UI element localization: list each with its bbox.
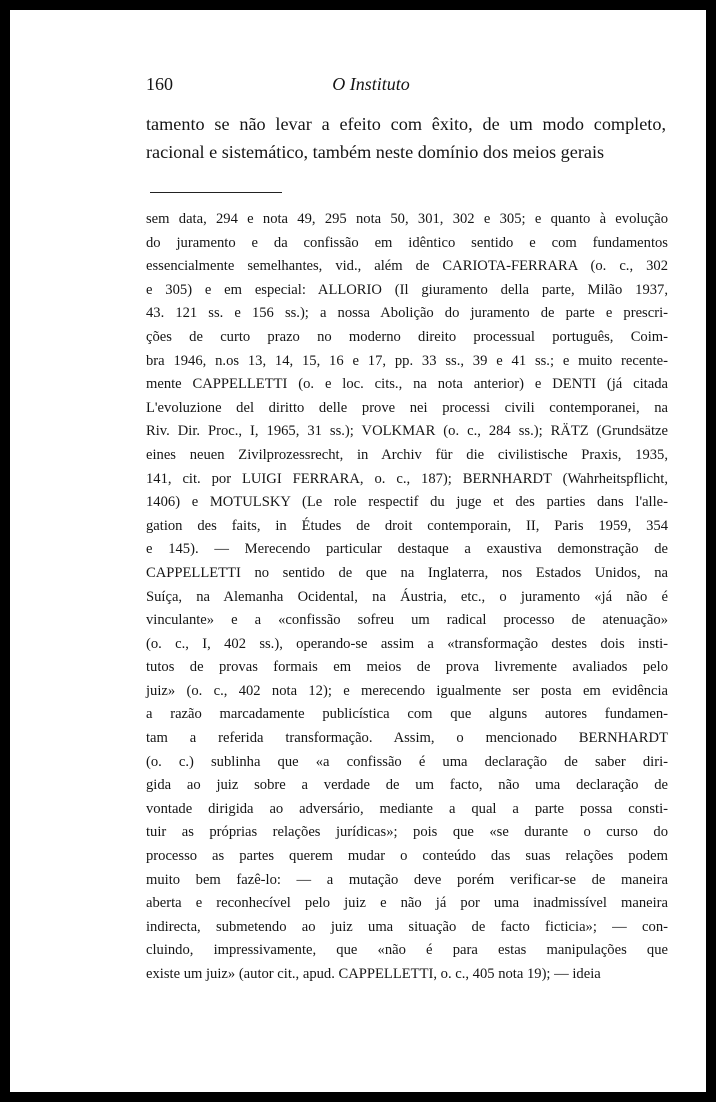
footnote-line: vontade dirigida ao adversário, mediante a qual a parte possa consti- xyxy=(146,800,668,817)
footnote-line: cluindo, impressivamente, que «não é para estas manipulações que xyxy=(146,942,668,959)
footnote-separator xyxy=(150,192,282,193)
footnote-line: mente CAPPELLETTI (o. e loc. cits., na nota anterior) e DENTI (já citada xyxy=(146,376,668,393)
footnote-line: 1406) e MOTULSKY (Le role respectif du juge et des parties dans l'alle- xyxy=(146,494,668,511)
footnote-line: 43. 121 ss. e 156 ss.); a nossa Abolição do juramento de parte e prescri- xyxy=(146,305,668,322)
footnote-line: tuir as próprias relações jurídicas»; pois que «se durante o curso do xyxy=(146,824,668,841)
footnote xyxy=(146,208,668,987)
page-number: 160 xyxy=(146,74,173,94)
footnote-line: muito bem fazê-lo: — a mutação deve porém verificar-se de maneira xyxy=(146,871,668,888)
footnote-line: sem data, 294 e nota 49, 295 nota 50, 301, 302 e 305; e quanto à evolução xyxy=(146,211,668,227)
footnote-line: juiz» (o. c., 402 nota 12); e merecendo igualmente ser posta em evidência xyxy=(146,682,668,699)
document-page xyxy=(10,10,706,1092)
footnote-line: aberta e reconhecível pelo juiz e não já por uma inadmissível maneira xyxy=(146,895,668,912)
footnote-line: eines neuen Zivilprozessrecht, in Archiv für die civilistische Praxis, 1935, xyxy=(146,446,668,463)
footnote-line: a razão marcadamente publicística com que alguns autores fundamen- xyxy=(146,706,668,723)
footnote-line: 141, cit. por LUIGI FERRARA, o. c., 187); BERNHARDT (Wahrheitspflicht, xyxy=(146,470,668,487)
footnote-line: bra 1946, n.os 13, 14, 15, 16 e 17, pp. 33 ss., 39 e 41 ss.; e muito recente- xyxy=(146,352,668,369)
footnote-line: gida ao juiz sobre a verdade de um facto, não uma declaração de xyxy=(146,777,668,794)
running-title: O Instituto xyxy=(332,74,410,94)
footnote-line: essencialmente semelhantes, vid., além de CARIOTA-FERRARA (o. c., 302 xyxy=(146,258,668,275)
footnote-line: indirecta, submetendo ao juiz uma situação de facto ficticia»; — con- xyxy=(146,918,668,935)
footnote-line: Suíça, na Alemanha Ocidental, na Áustria, etc., o juramento «já não é xyxy=(146,588,668,605)
footnote-line: tam a referida transformação. Assim, o mencionado BERNHARDT xyxy=(146,730,668,747)
footnote-line: ções de curto prazo no moderno direito processual português, Coim- xyxy=(146,328,668,345)
footnote-line: vinculante» e a «confissão sofreu um radical processo de atenuação» xyxy=(146,612,668,629)
footnote-line: processo as partes querem mudar o conteúdo das suas relações podem xyxy=(146,848,668,865)
footnote-line: (o. c.) sublinha que «a confissão é uma declaração de saber diri- xyxy=(146,753,668,770)
footnote-line: (o. c., I, 402 ss.), operando-se assim a «transformação destes dois insti- xyxy=(146,635,668,652)
footnote-line: existe um juiz» (autor cit., apud. CAPPELLETTI, o. c., 405 nota 19); — ideia xyxy=(146,966,601,982)
body-paragraph: tamento se não levar a efeito com êxito, de um modo completo, racional e sistemático, também neste domínio dos meios gerais xyxy=(146,114,666,162)
footnote-line: tutos de provas formais em meios de prova livremente avaliados pelo xyxy=(146,659,668,676)
footnote-line: e 145). — Merecendo particular destaque a exaustiva demonstração de xyxy=(146,541,668,558)
footnote-line: do juramento e da confissão em idêntico sentido e com fundamentos xyxy=(146,234,668,251)
footnote-line: L'evoluzione del diritto delle prove nei processi civili contemporanei, na xyxy=(146,399,668,416)
footnote-line: CAPPELLETTI no sentido de que na Inglaterra, nos Estados Unidos, na xyxy=(146,564,668,581)
footnote-line: e 305) e em especial: ALLORIO (Il giuramento della parte, Milão 1937, xyxy=(146,281,668,298)
footnote-line: Riv. Dir. Proc., I, 1965, 31 ss.); VOLKMAR (o. c., 284 ss.); RÄTZ (Grundsätze xyxy=(146,423,668,440)
page-header xyxy=(146,74,676,98)
footnote-line: gation des faits, in Études de droit contemporain, II, Paris 1959, 354 xyxy=(146,517,668,534)
